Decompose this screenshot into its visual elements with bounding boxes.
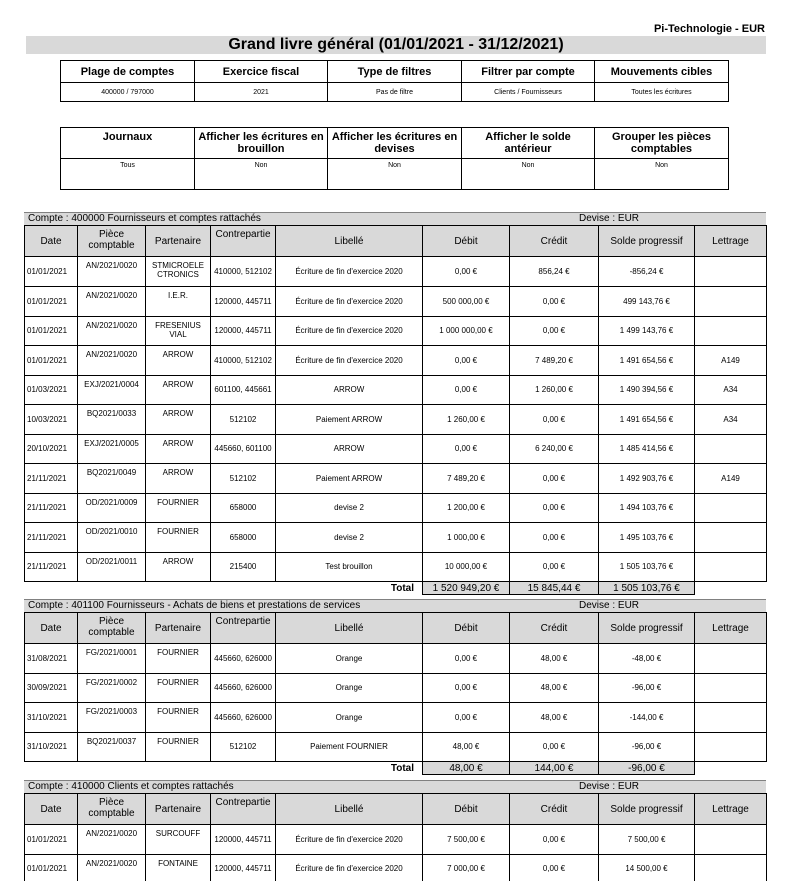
account-title: Compte : 400000 Fournisseurs et comptes rattachés [28, 213, 261, 224]
cell-credit: 0,00 € [510, 552, 599, 582]
cell-credit: 48,00 € [510, 644, 599, 674]
report-title: Grand livre général (01/01/2021 - 31/12/2021) [26, 36, 766, 54]
table-row [25, 316, 767, 346]
total-empty [695, 582, 767, 595]
cell-debit: 1 000,00 € [423, 523, 510, 553]
cell-lettering [695, 825, 767, 855]
account-title: Compte : 410000 Clients et comptes rattachés [28, 781, 234, 792]
total-row [25, 762, 767, 775]
table-row [25, 375, 767, 405]
cell-date: 21/11/2021 [25, 493, 78, 523]
cell-date: 31/08/2021 [25, 644, 78, 674]
cell-debit: 0,00 € [423, 346, 510, 376]
cell-balance: -96,00 € [599, 673, 695, 703]
cell-lettering [695, 434, 767, 464]
param-header: Type de filtres [328, 61, 462, 83]
cell-counterpart: 120000, 445711 [211, 854, 276, 881]
account-header [24, 212, 766, 225]
cell-counterpart: 445660, 626000 [211, 644, 276, 674]
cell-counterpart: 512102 [211, 732, 276, 762]
cell-credit: 0,00 € [510, 493, 599, 523]
ledger-table-400000 [24, 225, 767, 595]
cell-label: Orange [276, 644, 423, 674]
cell-partner: ARROW [146, 552, 211, 582]
cell-piece: BQ2021/0033 [78, 405, 146, 435]
table-row [25, 464, 767, 494]
cell-balance: 1 499 143,76 € [599, 316, 695, 346]
table-row [25, 673, 767, 703]
cell-partner: SURCOUFF [146, 825, 211, 855]
cell-balance: 1 485 414,56 € [599, 434, 695, 464]
cell-counterpart: 445660, 626000 [211, 673, 276, 703]
column-header-label: Libellé [276, 613, 423, 644]
cell-credit: 0,00 € [510, 523, 599, 553]
cell-partner: ARROW [146, 346, 211, 376]
cell-credit: 1 260,00 € [510, 375, 599, 405]
cell-credit: 0,00 € [510, 287, 599, 317]
cell-lettering: A149 [695, 346, 767, 376]
cell-piece: FG/2021/0001 [78, 644, 146, 674]
cell-credit: 6 240,00 € [510, 434, 599, 464]
cell-piece: BQ2021/0049 [78, 464, 146, 494]
cell-piece: AN/2021/0020 [78, 316, 146, 346]
table-row [25, 854, 767, 881]
cell-date: 20/10/2021 [25, 434, 78, 464]
cell-piece: AN/2021/0020 [78, 257, 146, 287]
ledger-table-401100 [24, 612, 767, 775]
total-row [25, 582, 767, 595]
cell-counterpart: 215400 [211, 552, 276, 582]
cell-partner: ARROW [146, 464, 211, 494]
cell-credit: 0,00 € [510, 405, 599, 435]
total-empty [695, 762, 767, 775]
cell-piece: AN/2021/0020 [78, 854, 146, 881]
table-row [25, 552, 767, 582]
total-label: Total [390, 582, 414, 594]
cell-partner: FOURNIER [146, 644, 211, 674]
cell-date: 21/11/2021 [25, 523, 78, 553]
cell-balance: 1 492 903,76 € [599, 464, 695, 494]
account-header [24, 599, 766, 612]
cell-debit: 1 000 000,00 € [423, 316, 510, 346]
cell-label: devise 2 [276, 523, 423, 553]
cell-lettering [695, 644, 767, 674]
cell-piece: BQ2021/0037 [78, 732, 146, 762]
cell-counterpart: 120000, 445711 [211, 825, 276, 855]
cell-date: 10/03/2021 [25, 405, 78, 435]
cell-label: ARROW [276, 434, 423, 464]
cell-partner: FRESENIUS VIAL [146, 316, 211, 346]
column-header-lettering: Lettrage [695, 226, 767, 257]
table-row [25, 644, 767, 674]
header-row [25, 794, 767, 825]
cell-date: 30/09/2021 [25, 673, 78, 703]
cell-credit: 0,00 € [510, 854, 599, 881]
cell-lettering [695, 703, 767, 733]
cell-debit: 7 000,00 € [423, 854, 510, 881]
cell-balance: 1 491 654,56 € [599, 405, 695, 435]
param-value: Pas de filtre [328, 83, 462, 102]
cell-debit: 1 260,00 € [423, 405, 510, 435]
param-value: Tous [61, 159, 195, 190]
column-header-credit: Crédit [510, 794, 599, 825]
column-header-credit: Crédit [510, 613, 599, 644]
cell-balance: 1 495 103,76 € [599, 523, 695, 553]
header-row [25, 226, 767, 257]
column-header-partner: Partenaire [146, 794, 211, 825]
table-row [25, 287, 767, 317]
column-header-debit: Débit [423, 226, 510, 257]
cell-label: Paiement ARROW [276, 464, 423, 494]
cell-counterpart: 120000, 445711 [211, 287, 276, 317]
table-row [25, 257, 767, 287]
column-header-piece: Pièce comptable [78, 613, 146, 644]
cell-label: Écriture de fin d'exercice 2020 [276, 346, 423, 376]
cell-counterpart: 512102 [211, 464, 276, 494]
cell-label: Écriture de fin d'exercice 2020 [276, 825, 423, 855]
cell-label: Écriture de fin d'exercice 2020 [276, 287, 423, 317]
param-value: Clients / Fournisseurs [462, 83, 595, 102]
account-header [24, 780, 766, 793]
account-currency: Devise : EUR [579, 600, 640, 611]
column-header-credit: Crédit [510, 226, 599, 257]
cell-date: 01/03/2021 [25, 375, 78, 405]
column-header-balance: Solde progressif [599, 226, 695, 257]
cell-lettering: A34 [695, 375, 767, 405]
cell-counterpart: 445660, 601100 [211, 434, 276, 464]
company-name: Pi-Technologie - EUR [653, 23, 765, 35]
column-header-label: Libellé [276, 226, 423, 257]
table-row [25, 346, 767, 376]
cell-date: 01/01/2021 [25, 316, 78, 346]
cell-label: Orange [276, 673, 423, 703]
cell-partner: FOURNIER [146, 493, 211, 523]
cell-partner: FOURNIER [146, 703, 211, 733]
param-value: Non [462, 159, 595, 190]
param-header: Plage de comptes [61, 61, 195, 83]
table-row [25, 493, 767, 523]
cell-partner: FOURNIER [146, 673, 211, 703]
cell-debit: 7 489,20 € [423, 464, 510, 494]
param-header: Mouvements cibles [595, 61, 729, 83]
cell-label: Orange [276, 703, 423, 733]
total-debit: 1 520 949,20 € [423, 582, 510, 595]
column-header-piece: Pièce comptable [78, 226, 146, 257]
param-value: Non [595, 159, 729, 190]
column-header-debit: Débit [423, 613, 510, 644]
cell-piece: OD/2021/0009 [78, 493, 146, 523]
cell-balance: -856,24 € [599, 257, 695, 287]
table-row [25, 732, 767, 762]
total-label: Total [390, 762, 414, 774]
cell-lettering [695, 552, 767, 582]
cell-debit: 48,00 € [423, 732, 510, 762]
param-value: Non [195, 159, 328, 190]
cell-lettering [695, 257, 767, 287]
cell-label: Test brouillon [276, 552, 423, 582]
cell-counterpart: 445660, 626000 [211, 703, 276, 733]
cell-piece: OD/2021/0010 [78, 523, 146, 553]
cell-balance: 1 491 654,56 € [599, 346, 695, 376]
cell-piece: AN/2021/0020 [78, 346, 146, 376]
cell-piece: AN/2021/0020 [78, 825, 146, 855]
cell-balance: 7 500,00 € [599, 825, 695, 855]
table-row [25, 405, 767, 435]
param-header: Afficher les écritures en devises [328, 128, 462, 159]
cell-piece: OD/2021/0011 [78, 552, 146, 582]
cell-lettering [695, 316, 767, 346]
cell-balance: 1 490 394,56 € [599, 375, 695, 405]
column-header-lettering: Lettrage [695, 613, 767, 644]
cell-credit: 0,00 € [510, 825, 599, 855]
cell-counterpart: 658000 [211, 523, 276, 553]
cell-credit: 7 489,20 € [510, 346, 599, 376]
cell-debit: 0,00 € [423, 434, 510, 464]
cell-lettering: A149 [695, 464, 767, 494]
parameters-table-2 [60, 127, 729, 190]
cell-counterpart: 410000, 512102 [211, 346, 276, 376]
column-header-date: Date [25, 794, 78, 825]
account-currency: Devise : EUR [579, 781, 640, 792]
column-header-date: Date [25, 226, 78, 257]
column-header-label: Libellé [276, 794, 423, 825]
cell-partner: FONTAINE [146, 854, 211, 881]
cell-credit: 856,24 € [510, 257, 599, 287]
param-header: Exercice fiscal [195, 61, 328, 83]
cell-piece: FG/2021/0003 [78, 703, 146, 733]
cell-credit: 0,00 € [510, 732, 599, 762]
cell-credit: 0,00 € [510, 316, 599, 346]
cell-counterpart: 658000 [211, 493, 276, 523]
cell-balance: -96,00 € [599, 732, 695, 762]
column-header-partner: Partenaire [146, 226, 211, 257]
column-header-balance: Solde progressif [599, 794, 695, 825]
ledger-table-410000 [24, 793, 767, 881]
cell-piece: AN/2021/0020 [78, 287, 146, 317]
cell-lettering [695, 287, 767, 317]
cell-counterpart: 120000, 445711 [211, 316, 276, 346]
cell-date: 31/10/2021 [25, 703, 78, 733]
cell-label: Écriture de fin d'exercice 2020 [276, 257, 423, 287]
cell-lettering [695, 673, 767, 703]
param-value: 2021 [195, 83, 328, 102]
column-header-piece: Pièce comptable [78, 794, 146, 825]
column-header-counterpart: Contrepartie [211, 226, 276, 257]
column-header-counterpart: Contrepartie [211, 613, 276, 644]
cell-date: 01/01/2021 [25, 854, 78, 881]
cell-label: Paiement ARROW [276, 405, 423, 435]
cell-label: Écriture de fin d'exercice 2020 [276, 854, 423, 881]
column-header-balance: Solde progressif [599, 613, 695, 644]
cell-lettering [695, 854, 767, 881]
cell-debit: 0,00 € [423, 673, 510, 703]
column-header-lettering: Lettrage [695, 794, 767, 825]
cell-counterpart: 512102 [211, 405, 276, 435]
cell-credit: 0,00 € [510, 464, 599, 494]
cell-partner: ARROW [146, 375, 211, 405]
cell-debit: 500 000,00 € [423, 287, 510, 317]
cell-balance: 14 500,00 € [599, 854, 695, 881]
cell-label: Écriture de fin d'exercice 2020 [276, 316, 423, 346]
cell-date: 21/11/2021 [25, 464, 78, 494]
param-value: 400000 / 797000 [61, 83, 195, 102]
param-value: Toutes les écritures [595, 83, 729, 102]
cell-balance: 1 505 103,76 € [599, 552, 695, 582]
cell-counterpart: 410000, 512102 [211, 257, 276, 287]
cell-date: 21/11/2021 [25, 552, 78, 582]
cell-balance: 1 494 103,76 € [599, 493, 695, 523]
cell-balance: -144,00 € [599, 703, 695, 733]
cell-credit: 48,00 € [510, 703, 599, 733]
cell-label: Paiement FOURNIER [276, 732, 423, 762]
cell-lettering [695, 732, 767, 762]
param-header: Afficher le solde antérieur [462, 128, 595, 159]
param-header: Journaux [61, 128, 195, 159]
column-header-debit: Débit [423, 794, 510, 825]
cell-piece: FG/2021/0002 [78, 673, 146, 703]
table-row [25, 434, 767, 464]
cell-date: 01/01/2021 [25, 257, 78, 287]
cell-partner: FOURNIER [146, 523, 211, 553]
cell-date: 01/01/2021 [25, 346, 78, 376]
cell-credit: 48,00 € [510, 673, 599, 703]
cell-date: 01/01/2021 [25, 825, 78, 855]
cell-debit: 10 000,00 € [423, 552, 510, 582]
cell-date: 01/01/2021 [25, 287, 78, 317]
cell-piece: EXJ/2021/0005 [78, 434, 146, 464]
account-currency: Devise : EUR [579, 213, 640, 224]
cell-piece: EXJ/2021/0004 [78, 375, 146, 405]
param-header: Filtrer par compte [462, 61, 595, 83]
cell-lettering [695, 493, 767, 523]
total-balance: -96,00 € [599, 762, 695, 775]
cell-debit: 0,00 € [423, 644, 510, 674]
param-header: Grouper les pièces comptables [595, 128, 729, 159]
cell-partner: ARROW [146, 434, 211, 464]
cell-date: 31/10/2021 [25, 732, 78, 762]
cell-debit: 0,00 € [423, 257, 510, 287]
table-row [25, 825, 767, 855]
param-header: Afficher les écritures en brouillon [195, 128, 328, 159]
cell-debit: 0,00 € [423, 375, 510, 405]
total-balance: 1 505 103,76 € [599, 582, 695, 595]
account-title: Compte : 401100 Fournisseurs - Achats de biens et prestations de services [28, 600, 361, 611]
cell-debit: 7 500,00 € [423, 825, 510, 855]
column-header-partner: Partenaire [146, 613, 211, 644]
table-row [25, 523, 767, 553]
cell-lettering: A34 [695, 405, 767, 435]
cell-balance: 499 143,76 € [599, 287, 695, 317]
total-credit: 144,00 € [510, 762, 599, 775]
column-header-counterpart: Contrepartie [211, 794, 276, 825]
table-row [25, 703, 767, 733]
total-debit: 48,00 € [423, 762, 510, 775]
param-value: Non [328, 159, 462, 190]
cell-partner: STMICROELE CTRONICS [146, 257, 211, 287]
total-credit: 15 845,44 € [510, 582, 599, 595]
header-row [25, 613, 767, 644]
cell-debit: 1 200,00 € [423, 493, 510, 523]
cell-debit: 0,00 € [423, 703, 510, 733]
column-header-date: Date [25, 613, 78, 644]
cell-partner: I.E.R. [146, 287, 211, 317]
parameters-table-1 [60, 60, 729, 102]
cell-label: devise 2 [276, 493, 423, 523]
cell-balance: -48,00 € [599, 644, 695, 674]
cell-lettering [695, 523, 767, 553]
cell-partner: ARROW [146, 405, 211, 435]
cell-counterpart: 601100, 445661 [211, 375, 276, 405]
cell-partner: FOURNIER [146, 732, 211, 762]
cell-label: ARROW [276, 375, 423, 405]
